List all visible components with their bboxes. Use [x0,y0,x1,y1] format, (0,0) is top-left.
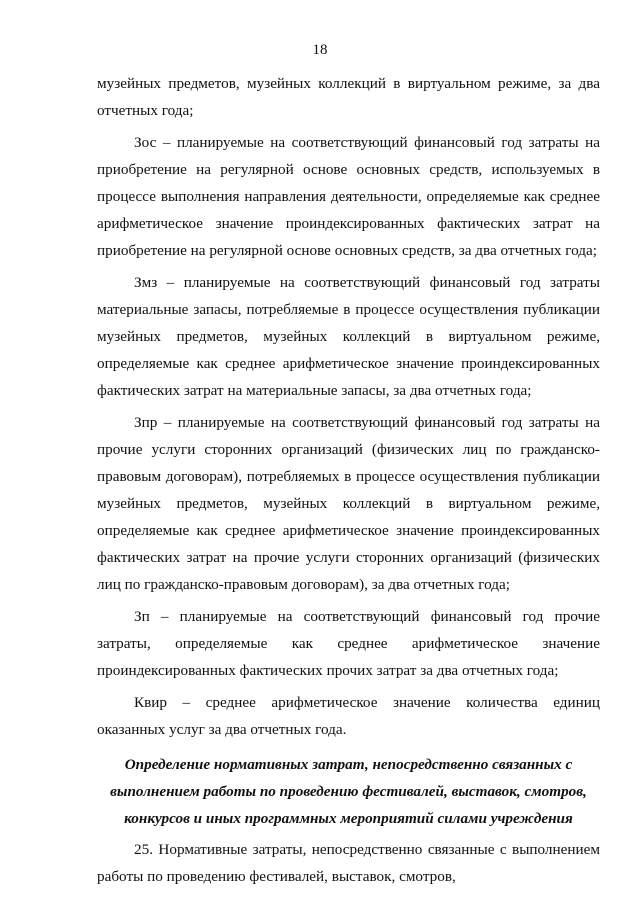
paragraph-zmz-definition: Змз – планируемые на соответствующий финансовый год затраты материальные запасы, потребляемые в процессе осуществления публикации музейных предметов, музейных коллекций в виртуальном режиме, определяемые как среднее арифметическое значение проиндексированных фактических затрат на материальные запасы, за два отчетных года; [97,274,600,399]
page-number: 18 [312,42,328,58]
paragraph-clause-25: 25. Нормативные затраты, непосредственно связанные с выполнением работы по проведению фестивалей, выставок, смотров, [97,841,600,885]
section-heading: Определение нормативных затрат, непосредственно связанных с выполнением работы по проведению фестивалей, выставок, смотров, конкурсов и иных программных мероприятий силами учреждения [110,756,587,827]
paragraph-kvir-definition: Квир – среднее арифметическое значение количества единиц оказанных услуг за два отчетных года. [97,694,600,738]
paragraph-zos-definition: Зос – планируемые на соответствующий финансовый год затраты на приобретение на регулярной основе основных средств, используемых в процессе выполнения направления деятельности, определяемые как среднее арифметическое значение проиндексированных фактических затрат на приобретение на регулярной основе основных средств, за два отчетных года; [97,134,600,259]
document-body [97,70,600,890]
paragraph-zpr-definition: Зпр – планируемые на соответствующий финансовый год затраты на прочие услуги сторонних организаций (физических лиц по гражданско-правовым договорам), потребляемых в процессе осуществления публикации музейных предметов, музейных коллекций в виртуальном режиме, определяемые как среднее арифметическое значение проиндексированных фактических затрат на прочие услуги сторонних организаций (физических лиц по гражданско-правовым договорам), за два отчетных года; [97,414,600,593]
paragraph-continuation: музейных предметов, музейных коллекций в виртуальном режиме, за два отчетных года; [97,75,600,119]
paragraph-zp-definition: Зп – планируемые на соответствующий финансовый год прочие затраты, определяемые как среднее арифметическое значение проиндексированных фактических прочих затрат за два отчетных года; [97,608,600,679]
